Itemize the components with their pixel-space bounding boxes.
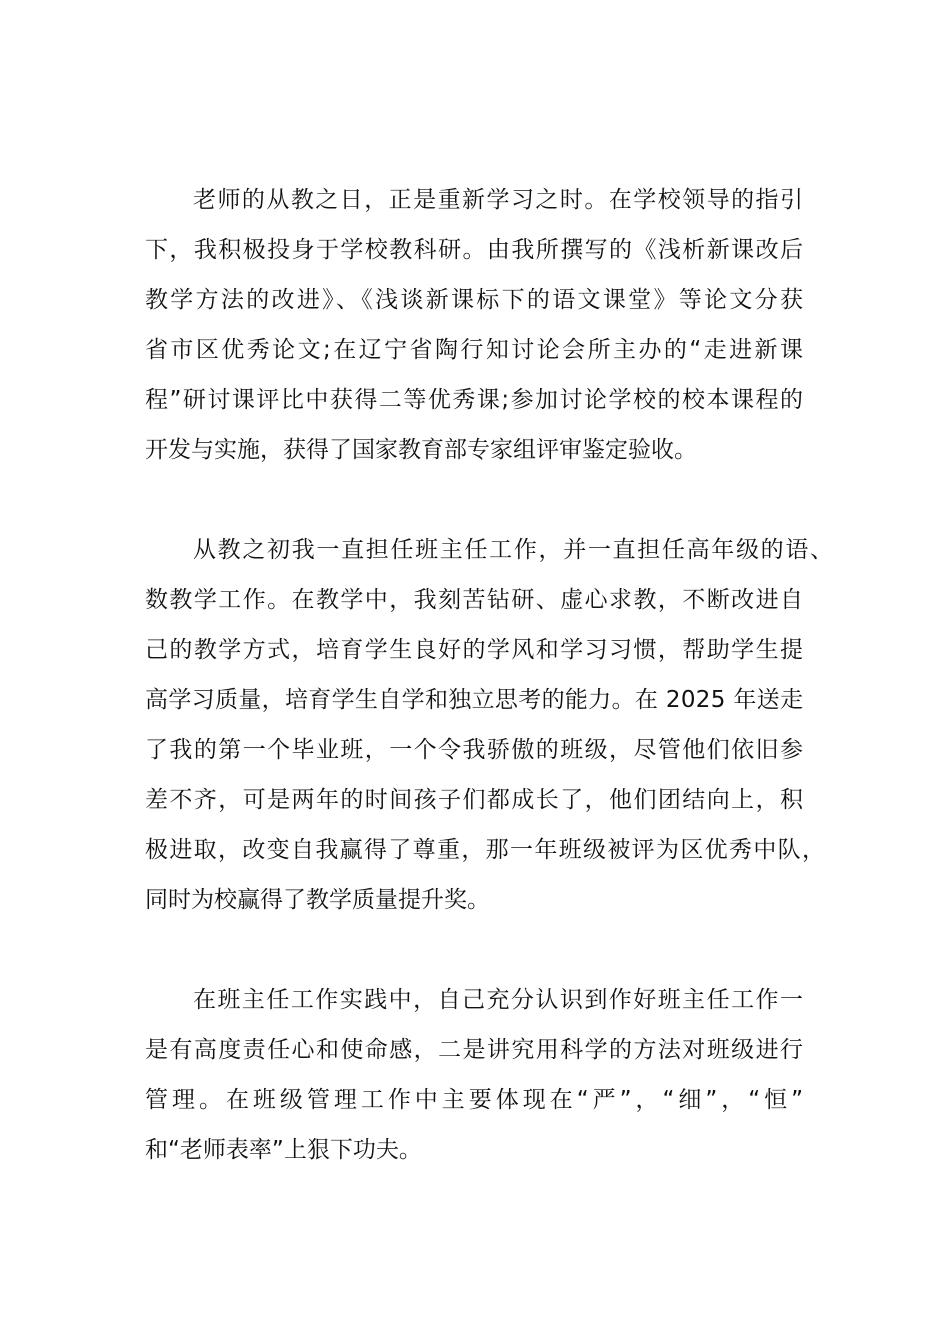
text-line: 程”研讨课评比中获得二等优秀课;参加讨论学校的校本课程的	[145, 387, 805, 413]
text-line: 管理。在班级管理工作中主要体现在“严”，“细”，“恒”	[145, 1087, 807, 1113]
text-line: 省市区优秀论文;在辽宁省陶行知讨论会所主办的“走进新课	[145, 337, 806, 363]
text-line: 下，我积极投身于学校教科研。由我所撰写的《浅析新课改后	[145, 237, 805, 263]
text-line: 开发与实施，获得了国家教育部专家组评审鉴定验收。	[145, 437, 697, 463]
text-line: 差不齐，可是两年的时间孩子们都成长了，他们团结向上，积	[145, 787, 805, 813]
text-line: 极进取，改变自我赢得了尊重，那一年班级被评为区优秀中队，	[145, 837, 827, 863]
text-line: 同时为校赢得了教学质量提升奖。	[145, 887, 490, 913]
text-line: 老师的从教之日，正是重新学习之时。在学校领导的指引	[193, 187, 805, 213]
text-line: 和“老师表率”上狠下功夫。	[145, 1137, 422, 1163]
text-line: 高学习质量，培育学生自学和独立思考的能力。在 2025 年送走	[145, 687, 804, 713]
text-line: 了我的第一个毕业班，一个令我骄傲的班级，尽管他们依旧参	[145, 737, 805, 763]
text-line: 己的教学方式，培育学生良好的学风和学习习惯，帮助学生提	[145, 637, 805, 663]
text-line: 数教学工作。在教学中，我刻苦钻研、虚心求教，不断改进自	[145, 587, 805, 613]
text-line: 在班主任工作实践中，自己充分认识到作好班主任工作一	[193, 987, 805, 1013]
text-line: 教学方法的改进》、《浅谈新课标下的语文课堂》等论文分获	[145, 287, 806, 313]
text-line: 从教之初我一直担任班主任工作，并一直担任高年级的语、	[193, 537, 835, 563]
text-line: 是有高度责任心和使命感，二是讲究用科学的方法对班级进行	[145, 1037, 805, 1063]
